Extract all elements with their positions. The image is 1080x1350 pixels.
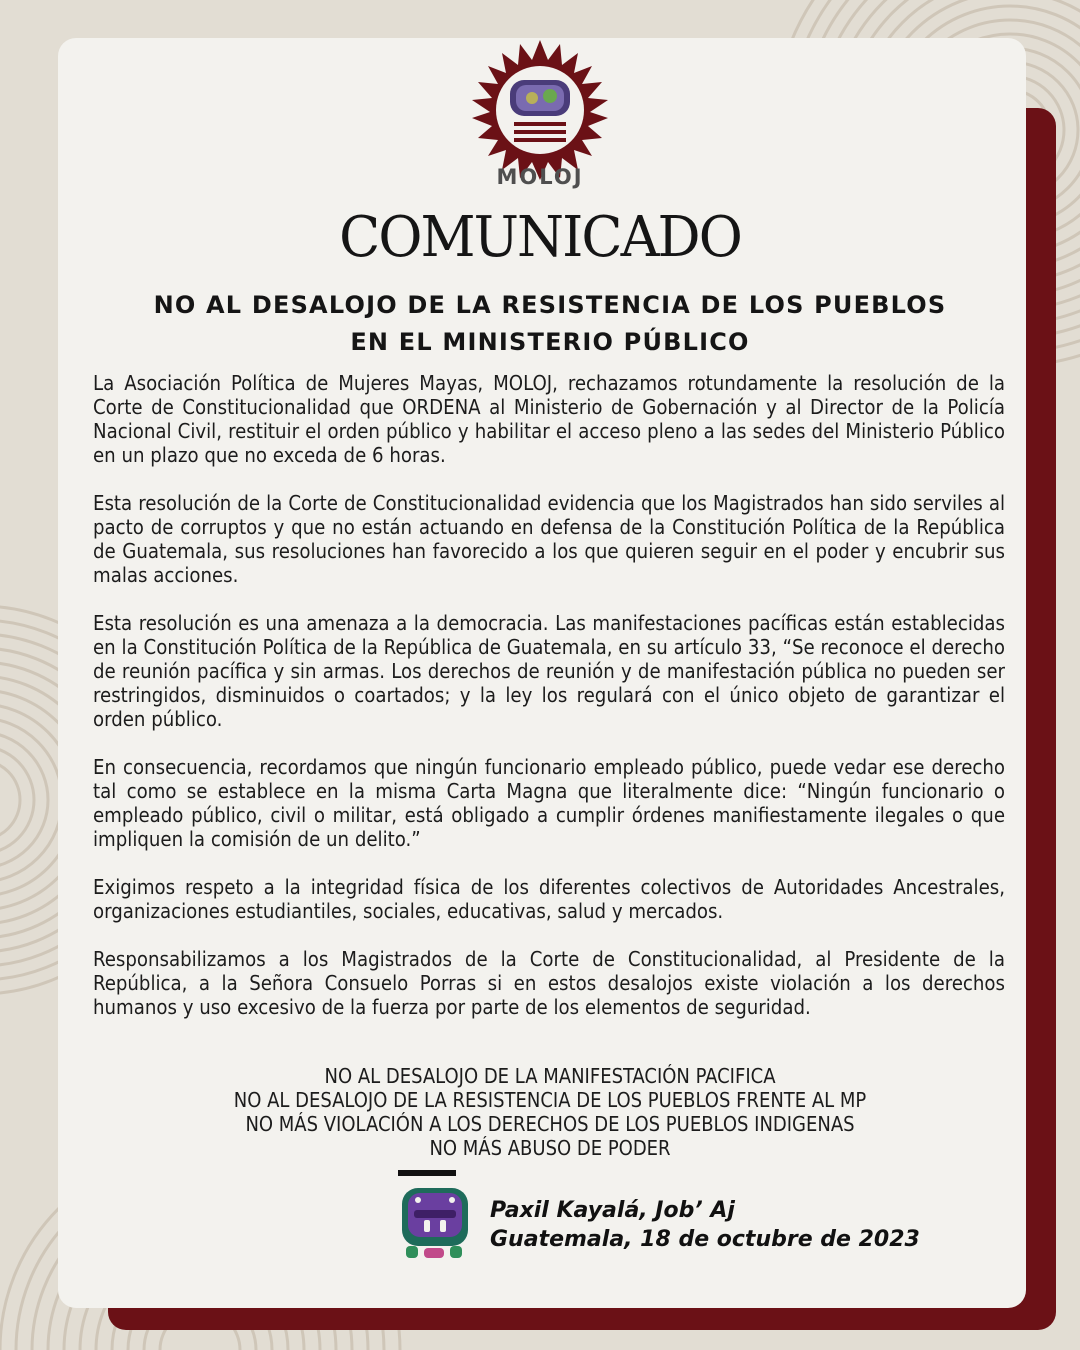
slogan-line: NO AL DESALOJO DE LA RESISTENCIA DE LOS PUEBLOS FRENTE AL MP — [233, 1088, 867, 1112]
communique-body — [93, 371, 1005, 1043]
body-paragraph: En consecuencia, recordamos que ningún funcionario empleado público, puede vedar ese derecho tal como se establece en la misma Carta Magna que literalmente dice: “Ningún funcionario o empleado público, civil o militar, está obligado a cumplir órdenes manifiestamente ilegales o que impliquen la comisión de un delito.” — [93, 755, 1005, 851]
signature-date: Guatemala, 18 de octubre de 2023 — [490, 1227, 920, 1252]
body-paragraph: Responsabilizamos a los Magistrados de la Corte de Constitucionalidad, al Presidente de la República, a la Señora Consuelo Porras si en estos desalojos existe violación a los derechos humanos y uso excesivo de la fuerza por parte de los elementos de seguridad. — [93, 947, 1005, 1019]
glyph-bar — [398, 1170, 456, 1176]
page-subtitle — [100, 287, 1000, 361]
body-paragraph: Esta resolución es una amenaza a la democracia. Las manifestaciones pacíficas están establecidas en la Constitución Política de la República de Guatemala, en su artículo 33, “Se reconoce el derecho de reunión pacífica y sin armas. Los derechos de reunión y de manifestación pública no pueden ser restringidos, disminuidos o coartados; y la ley los regulará con el único objeto de garantizar el orden público. — [93, 611, 1005, 731]
signature-place: Paxil Kayalá, Job’ Aj — [490, 1198, 735, 1223]
slogan-line: NO AL DESALOJO DE LA MANIFESTACIÓN PACIFICA — [324, 1064, 776, 1088]
body-paragraph: Exigimos respeto a la integridad física de los diferentes colectivos de Autoridades Ancestrales, organizaciones estudiantiles, sociales, educativas, salud y mercados. — [93, 875, 1005, 923]
slogan-block — [150, 1064, 950, 1160]
mayan-day-glyph-icon — [398, 1184, 480, 1264]
signature-block — [490, 1196, 1010, 1254]
slogan-line: NO MÁS VIOLACIÓN A LOS DERECHOS DE LOS PUEBLOS INDIGENAS — [245, 1112, 855, 1136]
subtitle-line: NO AL DESALOJO DE LA RESISTENCIA DE LOS PUEBLOS — [153, 291, 947, 319]
slogan-line: NO MÁS ABUSO DE PODER — [429, 1136, 671, 1160]
logo-wordmark: MOLOJ — [496, 165, 584, 189]
body-paragraph: La Asociación Política de Mujeres Mayas, MOLOJ, rechazamos rotundamente la resolución de la Corte de Constitucionalidad que ORDENA al Ministerio de Gobernación y al Director de la Policía Nacional Civil, restituir el orden público y habilitar el acceso pleno a las sedes del Ministerio Público en un plazo que no exceda de 6 horas. — [93, 371, 1005, 467]
body-paragraph: Esta resolución de la Corte de Constitucionalidad evidencia que los Magistrados han sido serviles al pacto de corruptos y que no están actuando en defensa de la Constitución Política de la República de Guatemala, sus resoluciones han favorecido a los que quieren seguir en el poder y encubrir sus malas acciones. — [93, 491, 1005, 587]
page-title: COMUNICADO — [339, 205, 741, 270]
subtitle-line: EN EL MINISTERIO PÚBLICO — [350, 328, 750, 356]
